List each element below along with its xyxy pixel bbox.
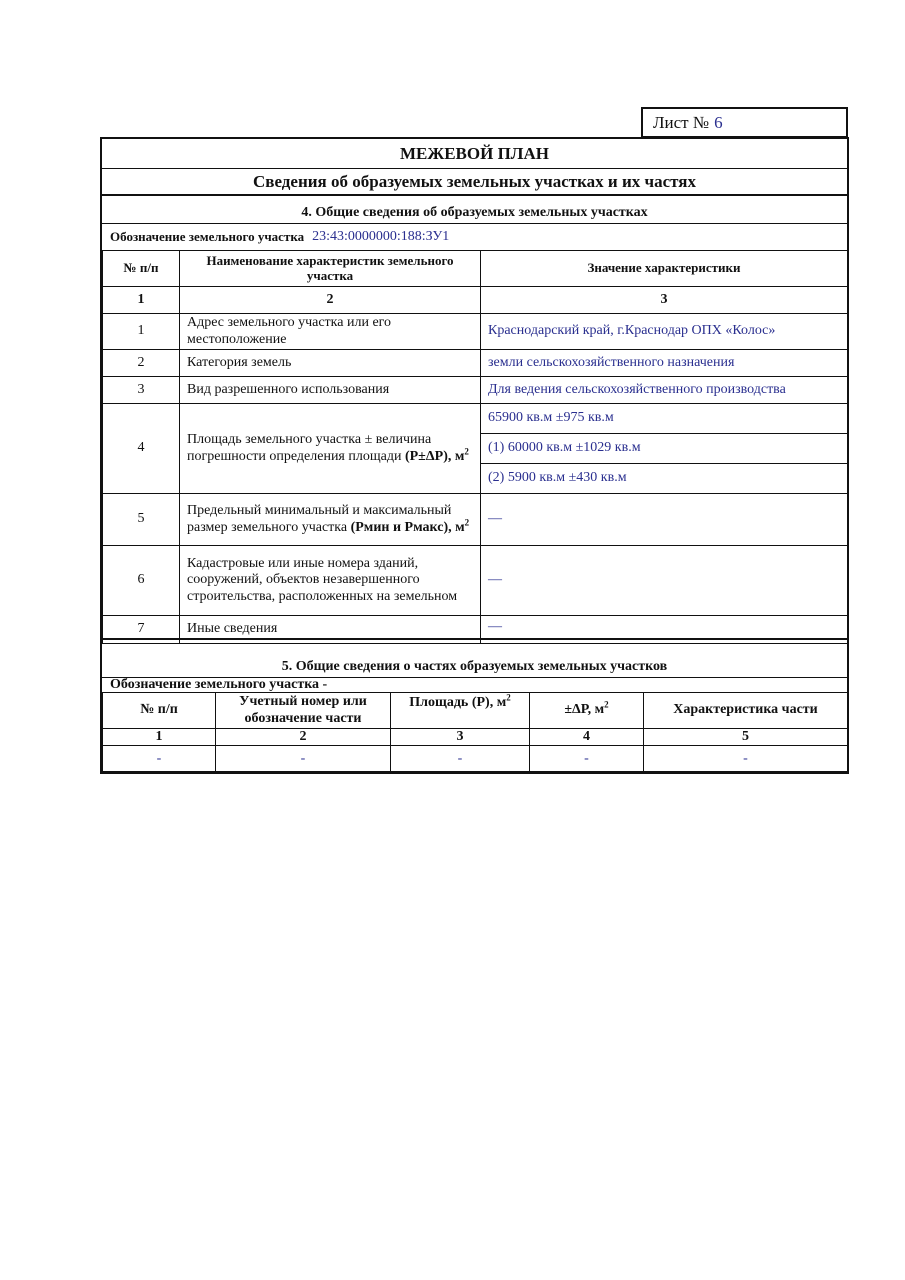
section4-heading: 4. Общие сведения об образуемых земельных участках: [301, 205, 648, 220]
table-row: [103, 377, 848, 404]
area-value-part1: (1) 60000 кв.м ±1029 кв.м: [481, 434, 847, 464]
header-area-cell: [391, 693, 530, 729]
row-name-formula: (Рмин и Рмакс), м: [350, 519, 465, 535]
col-number: 2: [216, 729, 391, 746]
row-name-cell: [180, 494, 481, 546]
row-name: Иные сведения: [180, 616, 481, 644]
cell: -: [216, 746, 391, 772]
header-part-number: Учетный номер или обозначение части: [216, 693, 391, 729]
superscript: 2: [464, 516, 470, 527]
cell: -: [391, 746, 530, 772]
row-num: 7: [103, 616, 180, 644]
row-value: земли сельскохозяйственного назначения: [481, 350, 848, 377]
section5-parcel-label: Обозначение земельного участка -: [110, 677, 328, 692]
cell: -: [644, 746, 848, 772]
table-row: [103, 546, 848, 616]
section4-table: [102, 250, 848, 644]
row-name: Площадь земельного участка ± величина погрешности определения площади: [187, 432, 432, 464]
row-num: 3: [103, 377, 180, 404]
table-header-row: [103, 693, 848, 729]
sheet-number-box: [641, 107, 848, 138]
row-num: 1: [103, 314, 180, 350]
section4-parcel-row: [102, 224, 847, 250]
document-subtitle: Сведения об образуемых земельных участках и их частях: [253, 172, 696, 191]
row-name: Предельный минимальный и максимальный размер земельного участка: [187, 503, 452, 535]
row-value: —: [481, 494, 848, 546]
table-row: [103, 350, 848, 377]
header-area: Площадь (Р), м: [409, 695, 507, 710]
row-values-cell: [481, 404, 848, 494]
table-row: [103, 404, 848, 494]
table-header-row: [103, 251, 848, 287]
header-value: Значение характеристики: [481, 251, 848, 287]
table-row: [103, 314, 848, 350]
col-number: 1: [103, 287, 180, 314]
table-column-numbers: [103, 729, 848, 746]
row-name: Вид разрешенного использования: [180, 377, 481, 404]
sheet-number: 6: [714, 112, 723, 132]
survey-plan-frame: [100, 137, 849, 774]
document-title: МЕЖЕВОЙ ПЛАН: [400, 143, 549, 163]
table-column-numbers: [103, 287, 848, 314]
row-name-formula: (P±ΔP), м: [404, 448, 465, 464]
row-value: —: [481, 616, 848, 644]
header-num: № п/п: [103, 693, 216, 729]
col-number: 3: [481, 287, 848, 314]
sheet-label: Лист №: [653, 112, 710, 132]
row-value: —: [481, 546, 848, 616]
header-delta-cell: [530, 693, 644, 729]
superscript: 2: [506, 692, 511, 703]
col-number: 3: [391, 729, 530, 746]
header-num: № п/п: [103, 251, 180, 287]
row-name: Адрес земельного участка или его местоположение: [180, 314, 481, 350]
table-row: [103, 494, 848, 546]
header-characteristic: Характеристика части: [644, 693, 848, 729]
header-name: Наименование характеристик земельного участка: [180, 251, 481, 287]
col-number: 4: [530, 729, 644, 746]
row-num: 6: [103, 546, 180, 616]
row-name: Кадастровые или иные номера зданий, сооружений, объектов незавершенного строительства, расположенных на земельном: [180, 546, 481, 616]
section5-heading: 5. Общие сведения о частях образуемых земельных участков: [281, 659, 668, 674]
header-delta: ±ΔР, м: [564, 702, 605, 718]
cell: -: [103, 746, 216, 772]
cell: -: [530, 746, 644, 772]
row-num: 4: [103, 404, 180, 494]
superscript: 2: [604, 699, 609, 710]
col-number: 1: [103, 729, 216, 746]
superscript: 2: [464, 445, 469, 456]
area-value-part2: (2) 5900 кв.м ±430 кв.м: [488, 470, 627, 486]
col-number: 2: [180, 287, 481, 314]
row-num: 5: [103, 494, 180, 546]
row-value: Краснодарский край, г.Краснодар ОПХ «Колос»: [481, 314, 848, 350]
section4-parcel-label: Обозначение земельного участка: [110, 229, 305, 244]
section4-parcel-value: 23:43:0000000:188:ЗУ1: [312, 229, 450, 244]
section5-table: [102, 692, 848, 772]
table-row: [103, 746, 848, 772]
row-name-cell: [180, 404, 481, 494]
row-value: Для ведения сельскохозяйственного производства: [481, 377, 848, 404]
col-number: 5: [644, 729, 848, 746]
row-num: 2: [103, 350, 180, 377]
row-name: Категория земель: [180, 350, 481, 377]
area-value-total: 65900 кв.м ±975 кв.м: [481, 404, 847, 434]
